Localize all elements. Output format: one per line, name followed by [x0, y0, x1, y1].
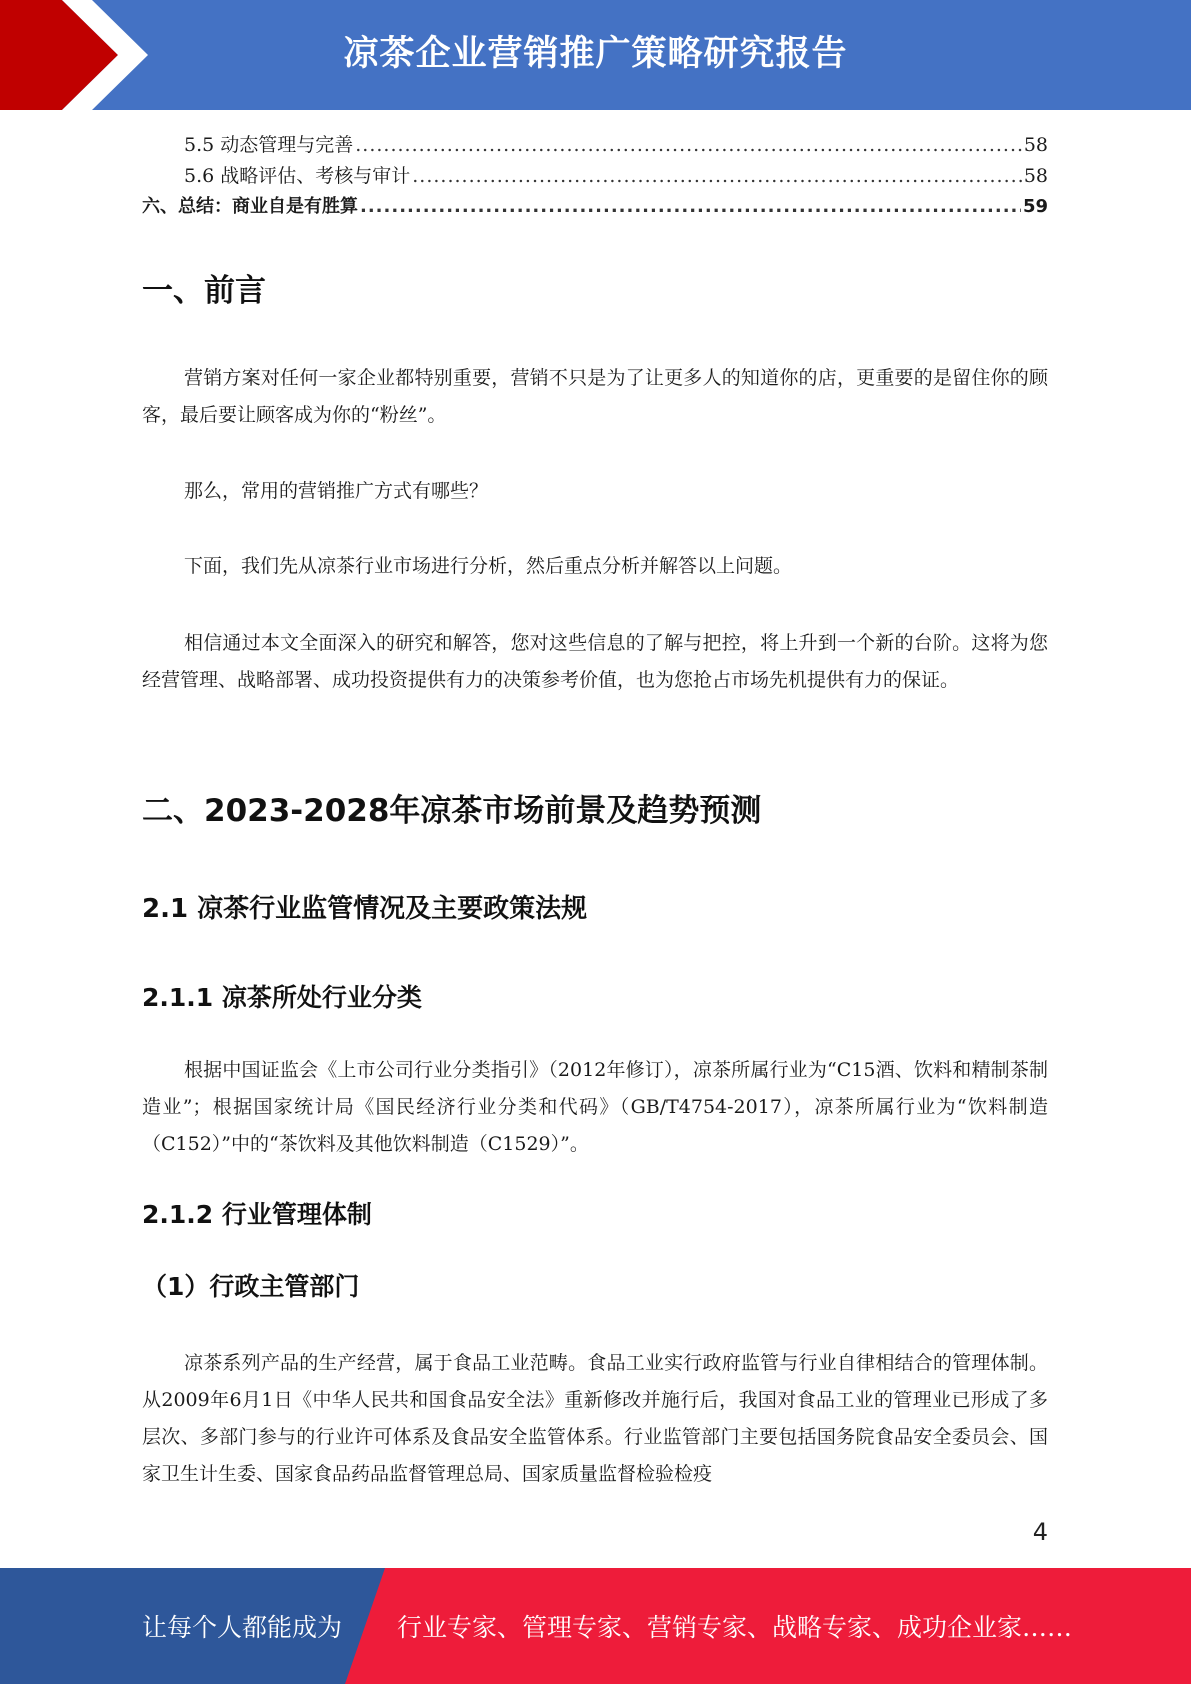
toc-item-label: 5.5 动态管理与完善 — [184, 134, 354, 156]
page-footer — [0, 1568, 1191, 1684]
preface-paragraph: 那么，常用的营销推广方式有哪些？ — [184, 480, 489, 502]
section-2-1-2-heading: 2.1.2 行业管理体制 — [142, 1200, 372, 1229]
toc-item-label: 5.6 战略评估、考核与审计 — [184, 165, 411, 187]
page-number: 4 — [1032, 1518, 1048, 1546]
header-title: 凉茶企业营销推广策略研究报告 — [343, 34, 848, 74]
table-of-contents — [142, 130, 1048, 223]
preface-heading: 一、前言 — [142, 273, 266, 309]
section-2-1-heading: 2.1 凉茶行业监管情况及主要政策法规 — [142, 894, 588, 924]
toc-leader-dots — [360, 196, 1021, 217]
footer-slogan-right: 行业专家、管理专家、营销专家、战略专家、成功企业家…… — [397, 1613, 1073, 1642]
toc-item[interactable] — [142, 192, 1048, 223]
toc-item[interactable] — [142, 130, 1048, 161]
preface-paragraph: 相信通过本文全面深入的研究和解答，您对这些信息的了解与把控，将上升到一个新的台阶。这将为您经营管理、战略部署、成功投资提供有力的决策参考价值，也为您抢占市场先机提供有力的保证。 — [142, 632, 1048, 691]
preface-paragraph: 下面，我们先从凉茶行业市场进行分析，然后重点分析并解答以上问题。 — [184, 555, 793, 577]
toc-item-page: 59 — [1022, 196, 1048, 217]
section-2-1-1-heading: 2.1.1 凉茶所处行业分类 — [142, 983, 422, 1012]
toc-item-page: 58 — [1023, 165, 1048, 187]
section-2-1-1-paragraph: 根据中国证监会《上市公司行业分类指引》（2012年修订），凉茶所属行业为“C15酒、饮料和精制茶制造业”；根据国家统计局《国民经济行业分类和代码》（GB/T4754-2017），凉茶所属行业为“饮料制造（C152）”中的“茶饮料及其他饮料制造（C1529）”。 — [142, 1059, 1048, 1155]
toc-item[interactable] — [142, 161, 1048, 192]
toc-leader-dots — [412, 165, 1022, 187]
toc-leader-dots — [355, 134, 1022, 156]
page-header — [0, 0, 1191, 110]
preface-paragraph: 营销方案对任何一家企业都特别重要，营销不只是为了让更多人的知道你的店，更重要的是留住你的顾客，最后要让顾客成为你的“粉丝”。 — [142, 367, 1048, 426]
admin-department-paragraph: 凉茶系列产品的生产经营，属于食品工业范畴。食品工业实行政府监管与行业自律相结合的管理体制。从2009年6月1日《中华人民共和国食品安全法》重新修改并施行后，我国对食品工业的管理业已形成了多层次、多部门参与的行业许可体系及食品安全监管体系。行业监管部门主要包括国务院食品安全委员会、国家卫生计生委、国家食品药品监督管理总局、国家质量监督检验检疫 — [142, 1352, 1048, 1485]
admin-department-heading: （1）行政主管部门 — [142, 1272, 360, 1301]
toc-item-page: 58 — [1023, 134, 1048, 156]
toc-item-label: 六、总结：商业自是有胜算 — [142, 196, 358, 217]
footer-slogan-left: 让每个人都能成为 — [142, 1613, 343, 1642]
forecast-heading: 二、2023-2028年凉茶市场前景及趋势预测 — [142, 793, 762, 829]
